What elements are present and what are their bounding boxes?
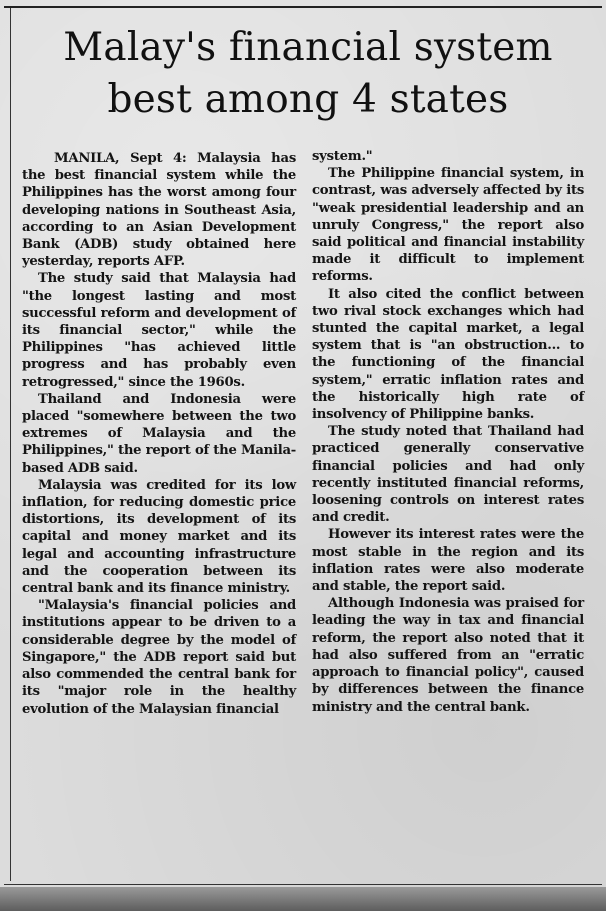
right-column xyxy=(312,148,584,716)
left-rule xyxy=(10,8,11,881)
paragraph: Thailand and Indonesia were placed "somewhere between the two extremes of Malaysia and the Philippines," the report of the Manila-based ADB said. xyxy=(22,391,296,476)
left-column xyxy=(22,150,296,718)
paragraph: Although Indonesia was praised for leading the way in tax and financial reform, the report also noted that it had also suffered from an "erratic approach to financial policy", caused by differences between the finance ministry and the central bank. xyxy=(312,596,584,715)
paragraph: The study noted that Thailand had practiced generally conservative financial policies and had only recently instituted financial reforms, loosening controls on interest rates and credit. xyxy=(312,424,584,526)
paragraph: Malaysia was credited for its low inflation, for reducing domestic price distortions, its development of its capital and money market and its legal and accounting infrastructure and the cooperation between its central bank and its finance ministry. xyxy=(22,477,296,597)
paragraph: The study said that Malaysia had "the longest lasting and most successful reform and development of its financial sector," while the Philippines "has achieved little progress and has probably even retrogressed," since the 1960s. xyxy=(22,271,296,390)
paragraph: system." xyxy=(312,149,373,164)
paragraph: The Philippine financial system, in contrast, was adversely affected by its "weak presidential leadership and an unruly Congress," the report also said political and financial instability made it difficult to implement reforms. xyxy=(312,166,584,285)
page-edge xyxy=(0,887,606,911)
paragraph: MANILA, Sept 4: Malaysia has the best financial system while the Philippines has the worst among four developing nations in Southeast Asia, according to an Asian Development Bank (ADB) study obtained here yesterday, reports AFP. xyxy=(22,151,296,270)
paragraph: However its interest rates were the most stable in the region and its inflation rates were also moderate and stable, the report said. xyxy=(312,527,584,595)
headline-line-2: best among 4 states xyxy=(107,77,509,122)
paragraph: "Malaysia's financial policies and institutions appear to be driven to a considerable degree by the model of Singapore," the ADB report said but also commended the central bank for its "major role in the healthy evolution of the Malaysian financial xyxy=(22,598,296,717)
top-rule xyxy=(4,6,602,8)
paragraph: It also cited the conflict between two rival stock exchanges which had stunted the capital market, a legal system that is "an obstruction... to the functioning of the financial system," erratic inflation rates and the historically high rate of insolvency of Philippine banks. xyxy=(312,286,584,423)
headline-line-1: Malay's financial system xyxy=(63,25,553,70)
bottom-rule xyxy=(4,884,602,885)
headline xyxy=(14,22,602,126)
